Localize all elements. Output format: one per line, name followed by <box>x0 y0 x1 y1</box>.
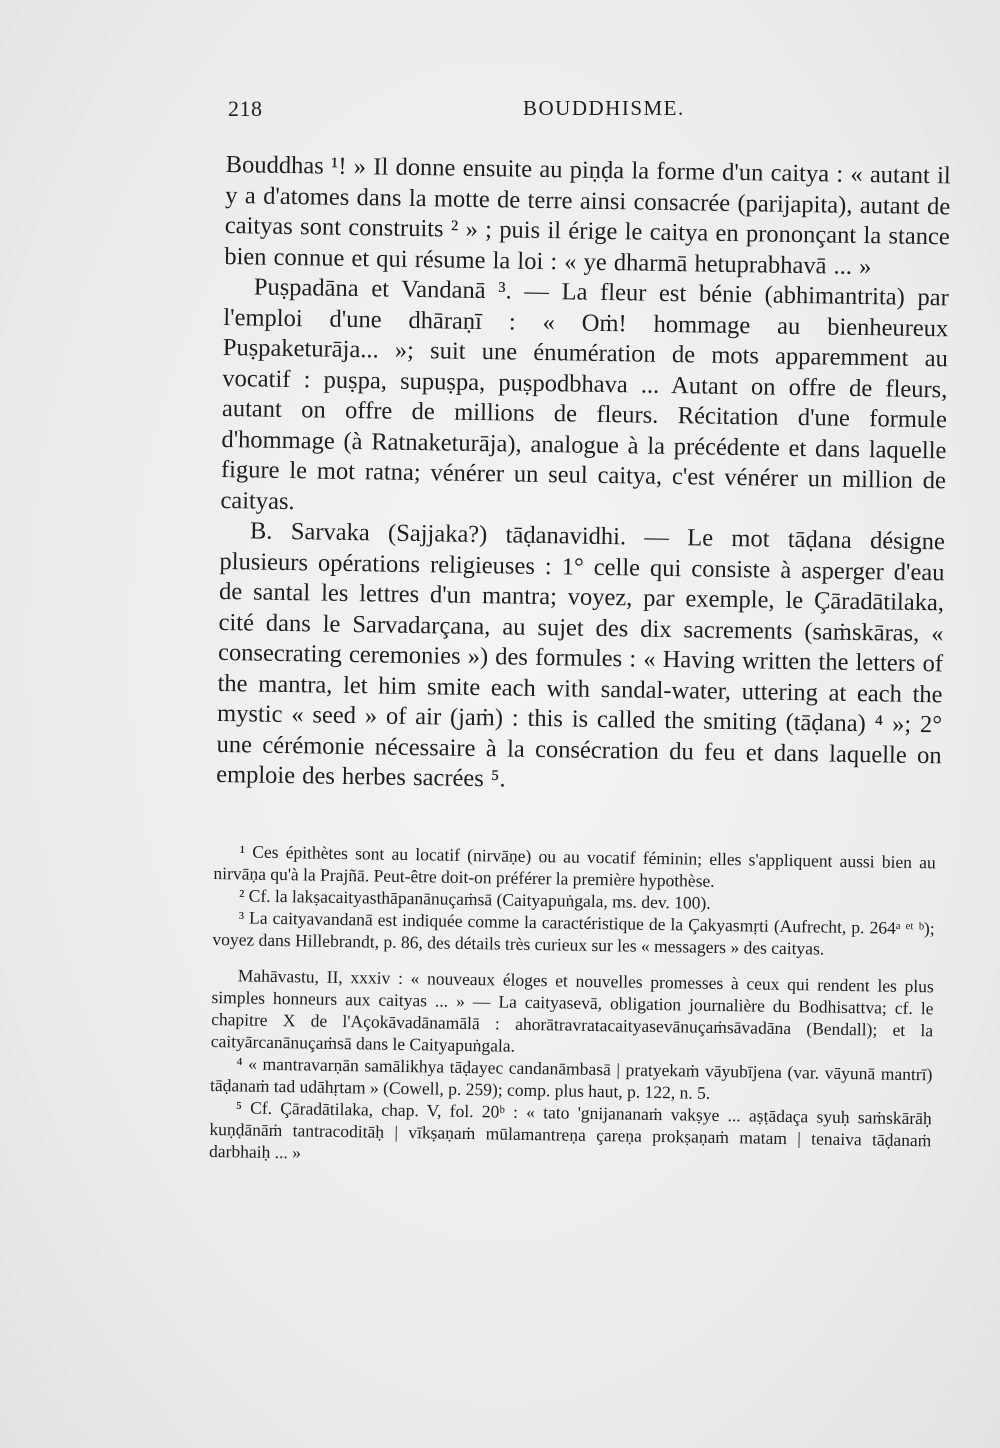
page-header <box>228 96 948 126</box>
page-number: 218 <box>228 96 263 121</box>
footnote-5: ⁵ Cf. Çāradātilaka, chap. V, fol. 20ᵇ : « tato 'gnijananaṁ vakṣye ... aṣṭādaça syuḥ saṁskārāḥ kuṇḍānāṁ tantracoditāḥ | vīkṣaṇaṁ mūlamantreṇa çareṇa prokṣaṇaṁ matam | tenaiva tāḍanaṁ darbhaiḥ ... » <box>208 1097 932 1163</box>
paragraph-3: B. Sarvaka (Sajjaka?) tāḍanavidhi. — Le mot tāḍana désigne plusieurs opérations religieuses : 1° celle qui consiste à asperger d'eau de santal les lettres d'un mantra; voyez, par exemple, le Çāradātilaka, cité dans le Sarvadarçana, au sujet des dix sacrements (saṁskāras, « consecrating ceremonies ») des formules : « Having written the letters of the mantra, let him smite each with sandal-water, uttering at each the mystic « seed » of air (jaṁ) : this is called the smiting (tāḍana) ⁴ »; 2° une cérémonie nécessaire à la consécration du feu et dans laquelle on emploie des herbes sacrées ⁵. <box>215 517 946 793</box>
footnote-2: ² Cf. la lakṣacaityasthāpanānuçaṁsā (Caityapuṅgala, ms. dev. 100). <box>238 885 711 913</box>
main-text <box>216 150 951 802</box>
paragraph-1: Bouddhas ¹! » Il donne ensuite au piṇḍa la forme d'un caitya : « autant il y a d'atomes dans la motte de terre ainsi consacrée (parijapita), autant de caityas sont construits ² » ; puis il érige le caitya en prononçant la stance bien connue et qui résume la loi : « ye dharmā hetuprabhavā ... » <box>224 150 951 280</box>
footnote-3-continued: Mahāvastu, II, xxxiv : « nouveaux éloges et nouvelles promesses à ceux qui rendent les plus simples honneurs aux caityas ... » — La caityasevā, obligation journalière du Bodhisattva; cf. le chapitre X de l'Açokāvadānamālā : ahorātravratacaityasevānuçaṁsāvadāna (Bendall); et la caityārcanānuçaṁsā dans le Caityapuṅgala. <box>210 965 934 1056</box>
footnote-3: ³ La caityavandanā est indiquée comme la caractéristique de la Çakyasmṛti (Aufrecht, p. 264ᵃ ᵉᵗ ᵇ); voyez dans Hillebrandt, p. 86, des détails très curieux sur les « messagers » des caityas. <box>212 907 935 959</box>
footnote-4: ⁴ « mantravarṇān samālikhya tāḍayec candanāmbasā | pratyekaṁ vāyubījena (var. vāyunā mantrī) tāḍanaṁ tad udāhṛtam » (Cowell, p. 259); comp. plus haut, p. 122, n. 5. <box>209 1053 933 1103</box>
running-title: BOUDDHISME. <box>523 96 685 120</box>
paragraph-2: Puṣpadāna et Vandanā ³. — La fleur est bénie (abhimantrita) par l'emploi d'une dhāraṇī : « Oṁ! hommage au bienheureux Puṣpaketurāja... »; suit une énumération de mots apparemment au vocatif : puṣpa, supuṣpa, puṣpodbhava ... Autant on offre de fleurs, autant on offre de millions de fleurs. Récitation d'une formule d'hommage (à Ratnaketurāja), analogue à la précédente et dans laquelle figure le mot ratna; vénérer un seul caitya, c'est vénérer un million de caityas. <box>220 273 949 515</box>
footnote-1: ¹ Ces épithètes sont au locatif (nirvāṇe) ou au vocatif féminin; elles s'appliquent aussi bien au nirvāṇa qu'à la Prajñā. Peut-être doit-on préférer la première hypothèse. <box>213 841 936 891</box>
footnotes <box>209 840 936 1173</box>
